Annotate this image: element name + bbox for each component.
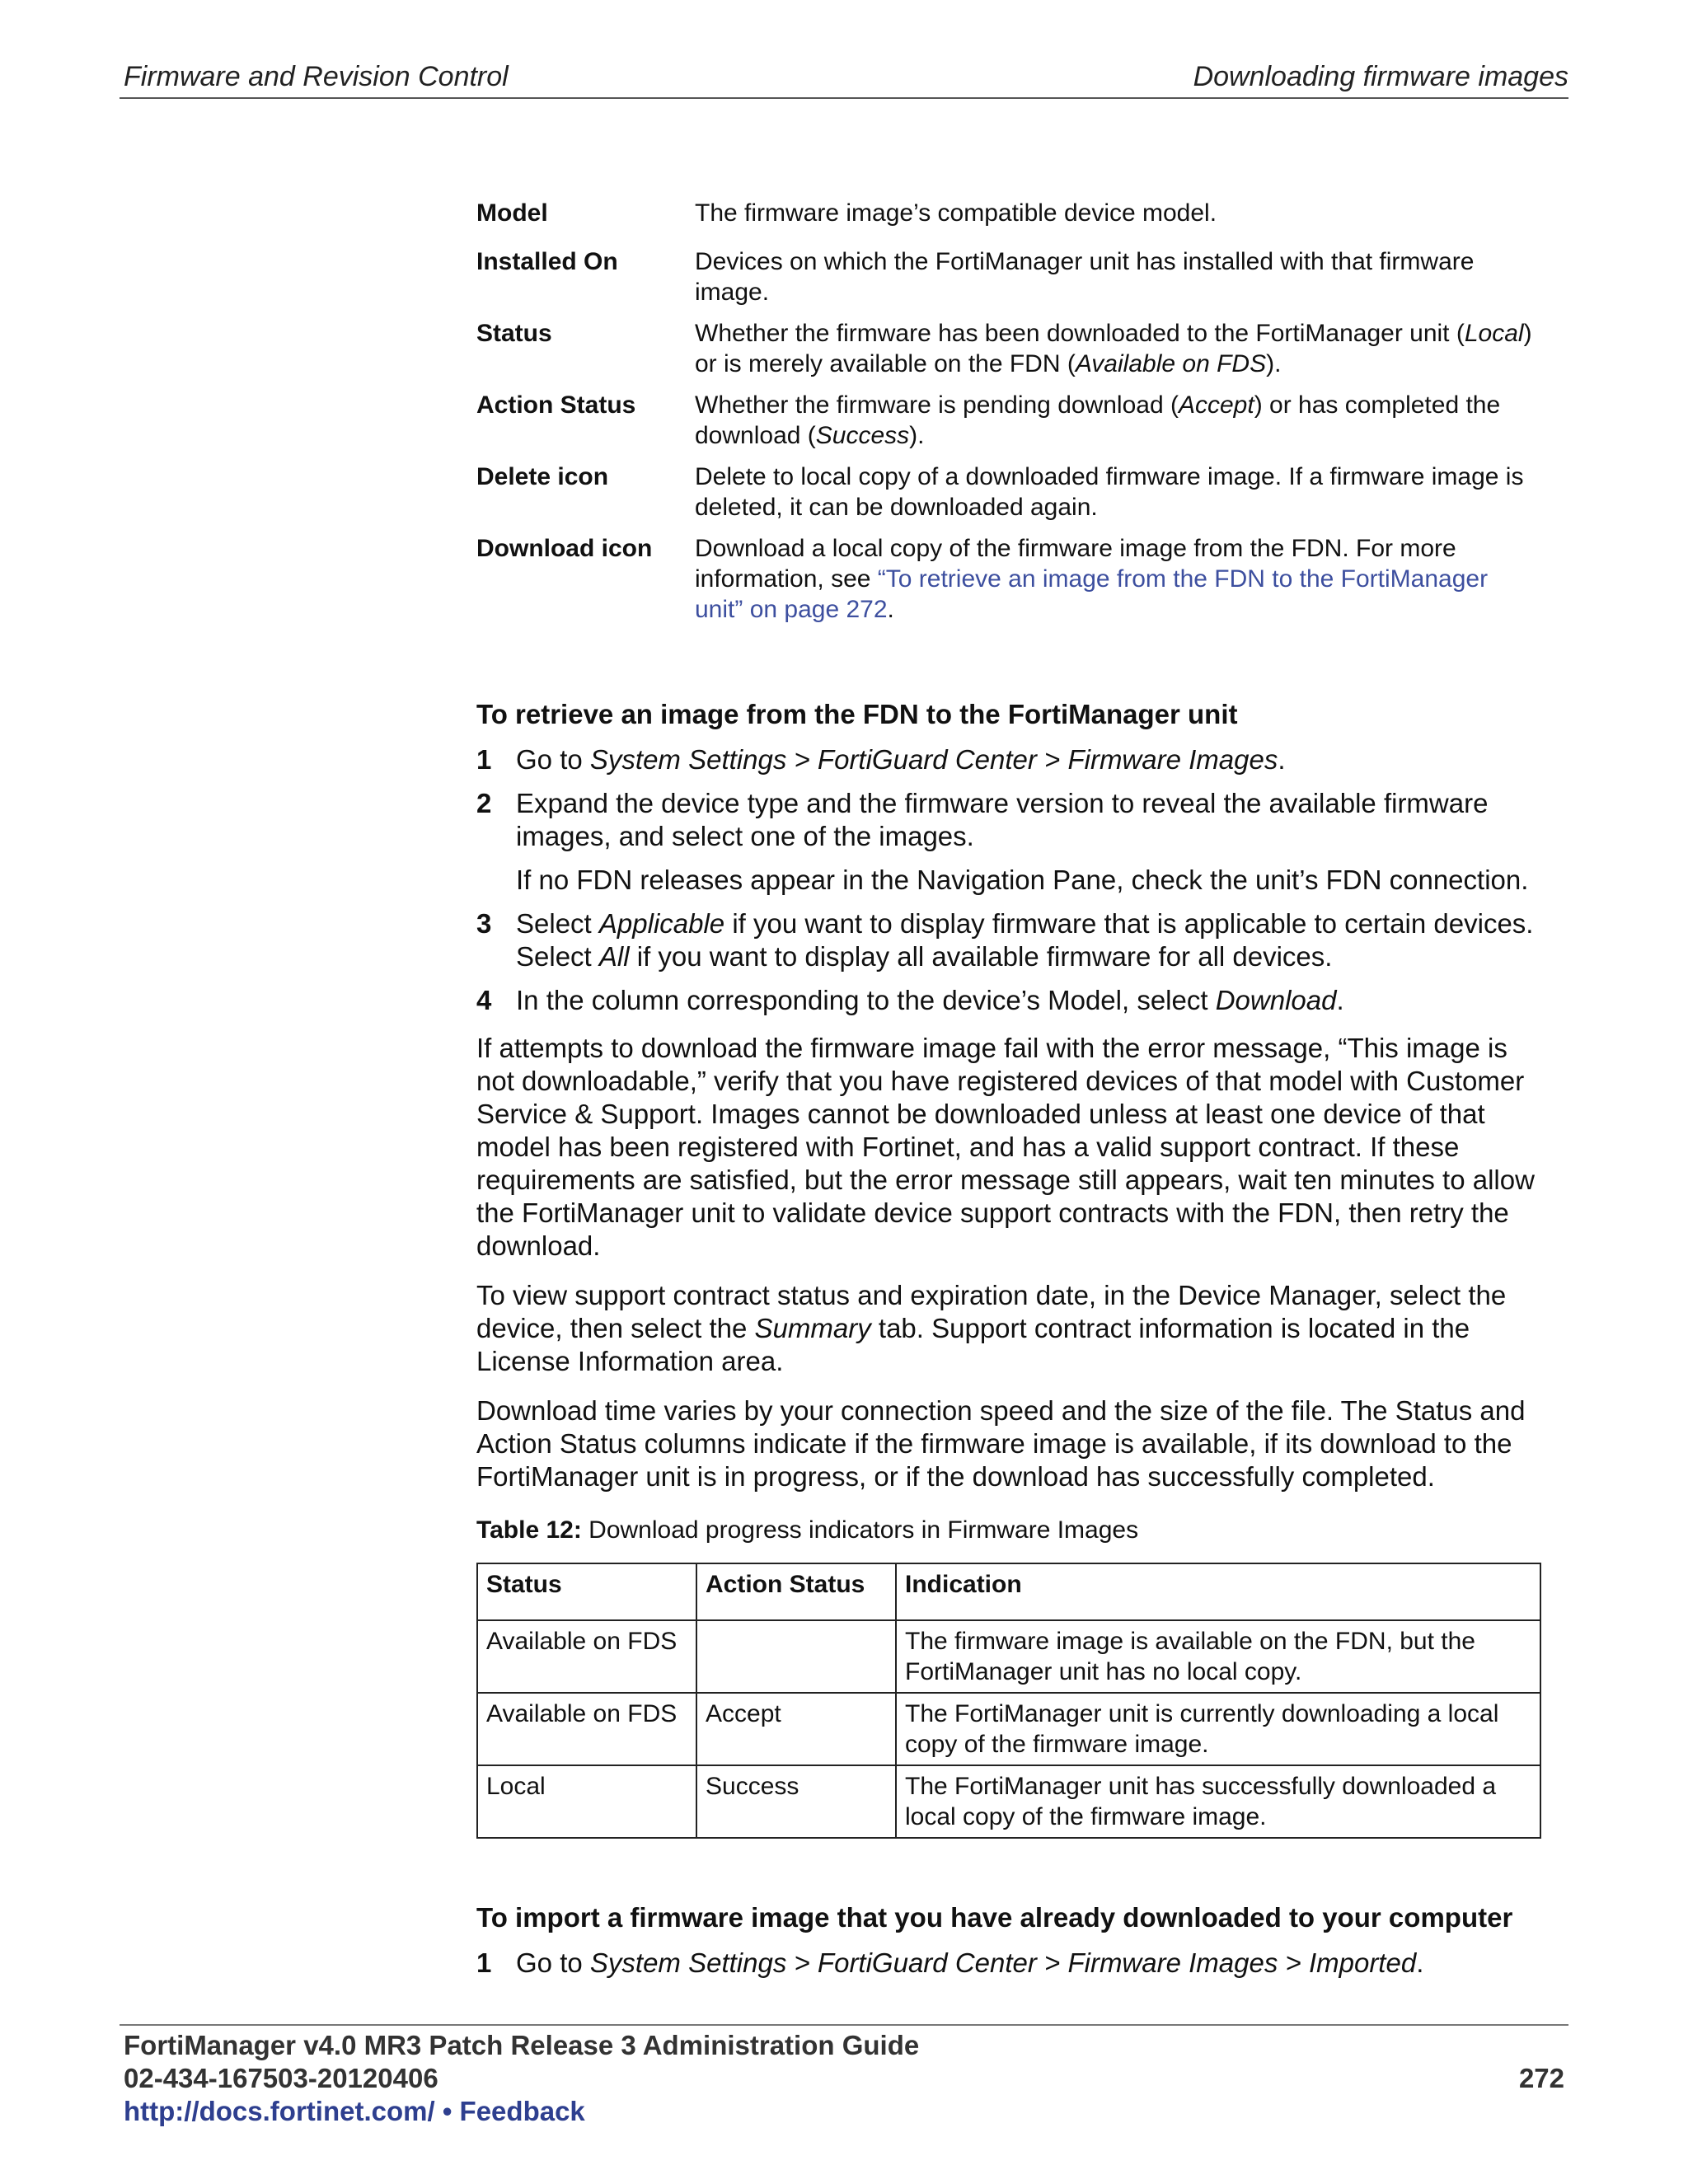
definition-term: Download icon [476,535,653,562]
running-header-chapter: Firmware and Revision Control [124,61,509,92]
definition-desc: Whether the firmware is pending download (Accept) or has completed the download (Success). [695,391,1501,449]
table-header-row [477,1563,1540,1620]
cross-reference-link[interactable]: “To retrieve an image from the FDN to the FortiManager unit” on page 272 [695,565,1489,623]
body-paragraph: Download time varies by your connection speed and the size of the file. The Status and Action Status columns indicate if the firmware image is available, if its download to the FortiManager unit is in progress, or if the download has successfully completed. [476,1395,1526,1492]
procedure-heading: To retrieve an image from the FDN to the FortiManager unit [476,699,1238,729]
table-cell: The FortiManager unit has successfully downloaded a local copy of the firmware image. [896,1765,1540,1838]
definition-row [476,533,1541,625]
table-cell [696,1620,896,1693]
footer-docnum: 02-434-167503-20120406 [124,2063,438,2093]
body-paragraph: If attempts to download the firmware image fail with the error message, “This image is not downloadable,” verify that you have registered devices of that model with Customer Service & Support. Images cannot be downloaded unless at least one device of that model has been registered with Fortinet, and has a valid support contract. If these requirements are satisfied, but the error message still appears, wait ten minutes to allow the FortiManager unit to validate device support contracts with the FDN, then retry the download. [476,1033,1535,1261]
definition-term: Status [476,320,552,347]
definition-term: Action Status [476,391,636,419]
footer-title: FortiManager v4.0 MR3 Patch Release 3 Administration Guide [124,2030,920,2060]
footer-block: FortiManager v4.0 MR3 Patch Release 3 Administration Guide 02-434-167503-20120406 http://docs.fortinet.com/ • Feedback [124,2030,920,2126]
table-cell: The FortiManager unit is currently downloading a local copy of the firmware image. [896,1693,1540,1765]
table-row [477,1693,1540,1765]
table-caption: Table 12: Download progress indicators in Firmware Images [476,1516,1139,1544]
retrieve-procedure [476,699,1541,1839]
table-cell: Available on FDS [477,1620,696,1693]
procedure-step: 2 Expand the device type and the firmware version to reveal the available firmware images, and select one of the images. [476,788,1489,851]
column-header: Action Status [696,1563,896,1620]
column-header: Status [477,1563,696,1620]
definition-term: Installed On [476,248,618,275]
docs-link[interactable]: http://docs.fortinet.com/ [124,2096,435,2126]
table-cell: Accept [696,1693,896,1765]
procedure-step: 3 Select Applicable if you want to display firmware that is applicable to certain devices. Select All if you want to display all available firmware for all devices. [476,908,1534,972]
procedure-step: 1 Go to System Settings > FortiGuard Center > Firmware Images > Imported. [476,1947,1424,1978]
menu-path: System Settings > FortiGuard Center > Firmware Images > Imported [589,1947,1417,1978]
page-number: 272 [1518,2063,1564,2093]
definition-row [476,318,1541,379]
definition-term: Delete icon [476,463,609,490]
import-procedure [476,1902,1541,1990]
definition-row [476,462,1541,523]
table-cell: Success [696,1765,896,1838]
table-cell: The firmware image is available on the FDN, but the FortiManager unit has no local copy. [896,1620,1540,1693]
progress-indicators-table [476,1563,1541,1839]
definition-row [476,198,1541,228]
procedure-heading: To import a firmware image that you have already downloaded to your computer [476,1902,1513,1933]
body-paragraph: To view support contract status and expiration date, in the Device Manager, select the device, then select the Summary tab. Support contract information is located in the License Information area. [476,1280,1507,1376]
definition-desc: Delete to local copy of a downloaded firmware image. If a firmware image is deleted, it can be downloaded again. [695,463,1524,521]
feedback-link[interactable]: Feedback [459,2096,585,2126]
footer-divider [120,2024,1568,2026]
field-definitions [476,198,1541,635]
table-row [477,1765,1540,1838]
definition-desc: Download a local copy of the firmware image from the FDN. For more information, see “To retrieve an image from the FDN to the FortiManager unit” on page 272. [695,535,1489,623]
table-cell: Local [477,1765,696,1838]
table-cell: Available on FDS [477,1693,696,1765]
definition-desc: Whether the firmware has been downloaded to the FortiManager unit (Local) or is merely available on the FDN (Available on FDS). [695,320,1532,377]
definition-row [476,246,1541,307]
procedure-step: 4 In the column corresponding to the device’s Model, select Download. [476,985,1344,1015]
table-row [477,1620,1540,1693]
menu-path: System Settings > FortiGuard Center > Firmware Images [589,744,1278,775]
definition-desc: Devices on which the FortiManager unit has installed with that firmware image. [695,248,1475,306]
running-header-section: Downloading firmware images [1193,61,1568,92]
step-note: If no FDN releases appear in the Navigation Pane, check the unit’s FDN connection. [516,865,1529,895]
definition-desc: The firmware image’s compatible device model. [695,199,1217,227]
definition-term: Model [476,199,548,227]
column-header: Indication [896,1563,1540,1620]
procedure-step: 1 Go to System Settings > FortiGuard Center > Firmware Images. [476,744,1286,775]
header-divider [120,97,1568,99]
definition-row [476,390,1541,451]
